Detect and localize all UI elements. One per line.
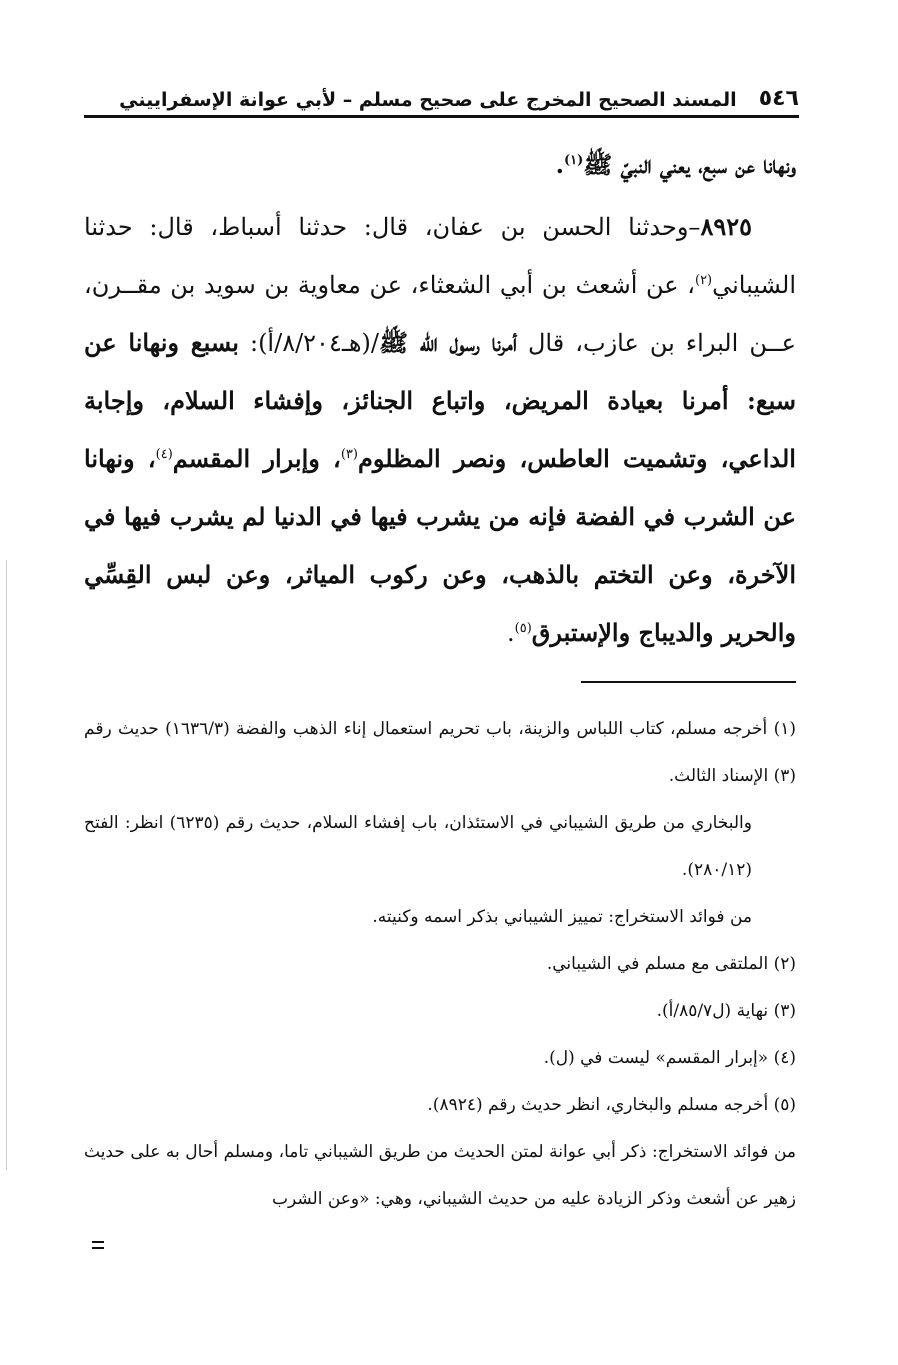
manuscript-ref: /(هـ٨/٢٠٤/أ): xyxy=(238,329,379,357)
footnote-ref-4: (٤) xyxy=(155,447,173,462)
footnote-4: (٤) «إبرار المقسم» ليست في (ل). xyxy=(543,1048,796,1068)
footnote-ref-2: (٢) xyxy=(694,273,713,288)
matn-bold-3: ، وإبرار المقسم xyxy=(172,444,341,473)
paragraph-continuation xyxy=(84,136,796,194)
footnote-ref-3: (٣) xyxy=(340,447,358,462)
continuation-end: . xyxy=(555,150,564,179)
footnote-ref-5: (٥) xyxy=(514,621,532,636)
footnote-5: (٥) أخرجه مسلم والبخاري، انظر حديث رقم (٨٩٢٤). xyxy=(427,1095,796,1115)
matn-bold-2: بسبع ونهانا عن سبع: أمرنا بعيادة المريض، واتباع الجنائز، وإفشاء السلام، وإجابة الداعي، وتشميت العاطس، ونصر المظلوم xyxy=(84,328,796,473)
isnad-text-1: –وحدثنا الحسن بن عفان، قال: حدثنا أسباط، قال: حدثنا الشيباني xyxy=(84,213,796,299)
matn-bold-1: أمرنا رسول الله ﷺ xyxy=(378,328,517,357)
main-text xyxy=(84,136,796,662)
page-number: ٥٤٦ xyxy=(758,86,799,111)
hadith-paragraph xyxy=(84,198,796,662)
continuation-mark xyxy=(92,1241,104,1249)
footnotes xyxy=(84,706,796,1223)
footnote-3: (٣) نهاية (ل٨٥/٧/أ). xyxy=(656,1001,796,1021)
isnad-text-2: ، عن أشعث بن أبي الشعثاء، عن معاوية بن سويد بن مقــرن، عــن البراء بن عازب، قال xyxy=(84,271,796,357)
footnote-1-benefit: من فوائد الاستخراج: تمييز الشيباني بذكر اسمه وكنيته. xyxy=(372,907,752,927)
footnote-2: (٢) الملتقى مع مسلم في الشيباني. xyxy=(546,954,796,974)
hadith-end: . xyxy=(506,619,515,647)
page-header xyxy=(84,78,799,118)
continuation-text: ونهانا عن سبع، يعني النبيّ ﷺ xyxy=(583,150,796,179)
footnote-1-bukhari: والبخاري من طريق الشيباني في الاستئذان، باب إفشاء السلام، حديث رقم (٦٢٣٥) انظر: الفتح (٢٨٠/١٢). xyxy=(84,813,752,880)
footnote-5-benefit: من فوائد الاستخراج: ذكر أبي عوانة لمتن الحديث من طريق الشيباني تاما، ومسلم أحال به على حديث زهير عن أشعث وذكر الزيادة عليه من حديث الشيباني، وهي: «وعن الشرب xyxy=(84,1142,796,1209)
hadith-number: ٨٩٢٥ xyxy=(700,212,752,241)
footnote-ref-1: (١) xyxy=(563,153,584,168)
running-title: المسند الصحيح المخرج على صحيح مسلم – لأبي عوانة الإسفراييني xyxy=(119,89,737,111)
page-edge-line xyxy=(6,560,7,1170)
footnote-separator xyxy=(581,681,796,683)
footnote-1: (١) أخرجه مسلم، كتاب اللباس والزينة، باب تحريم استعمال إناء الذهب والفضة (١٦٣٦/٣) حديث رقم (٣) الإسناد الثالث. xyxy=(84,719,796,786)
matn-bold-4: ، ونهانا عن الشرب في الفضة فإنه من يشرب فيها في الدنيا لم يشرب فيها في الآخرة، وعن التختم بالذهب، وعن ركوب المياثر، وعن لبس القِسِّي والحرير والديباج والإستبرق xyxy=(84,444,796,647)
